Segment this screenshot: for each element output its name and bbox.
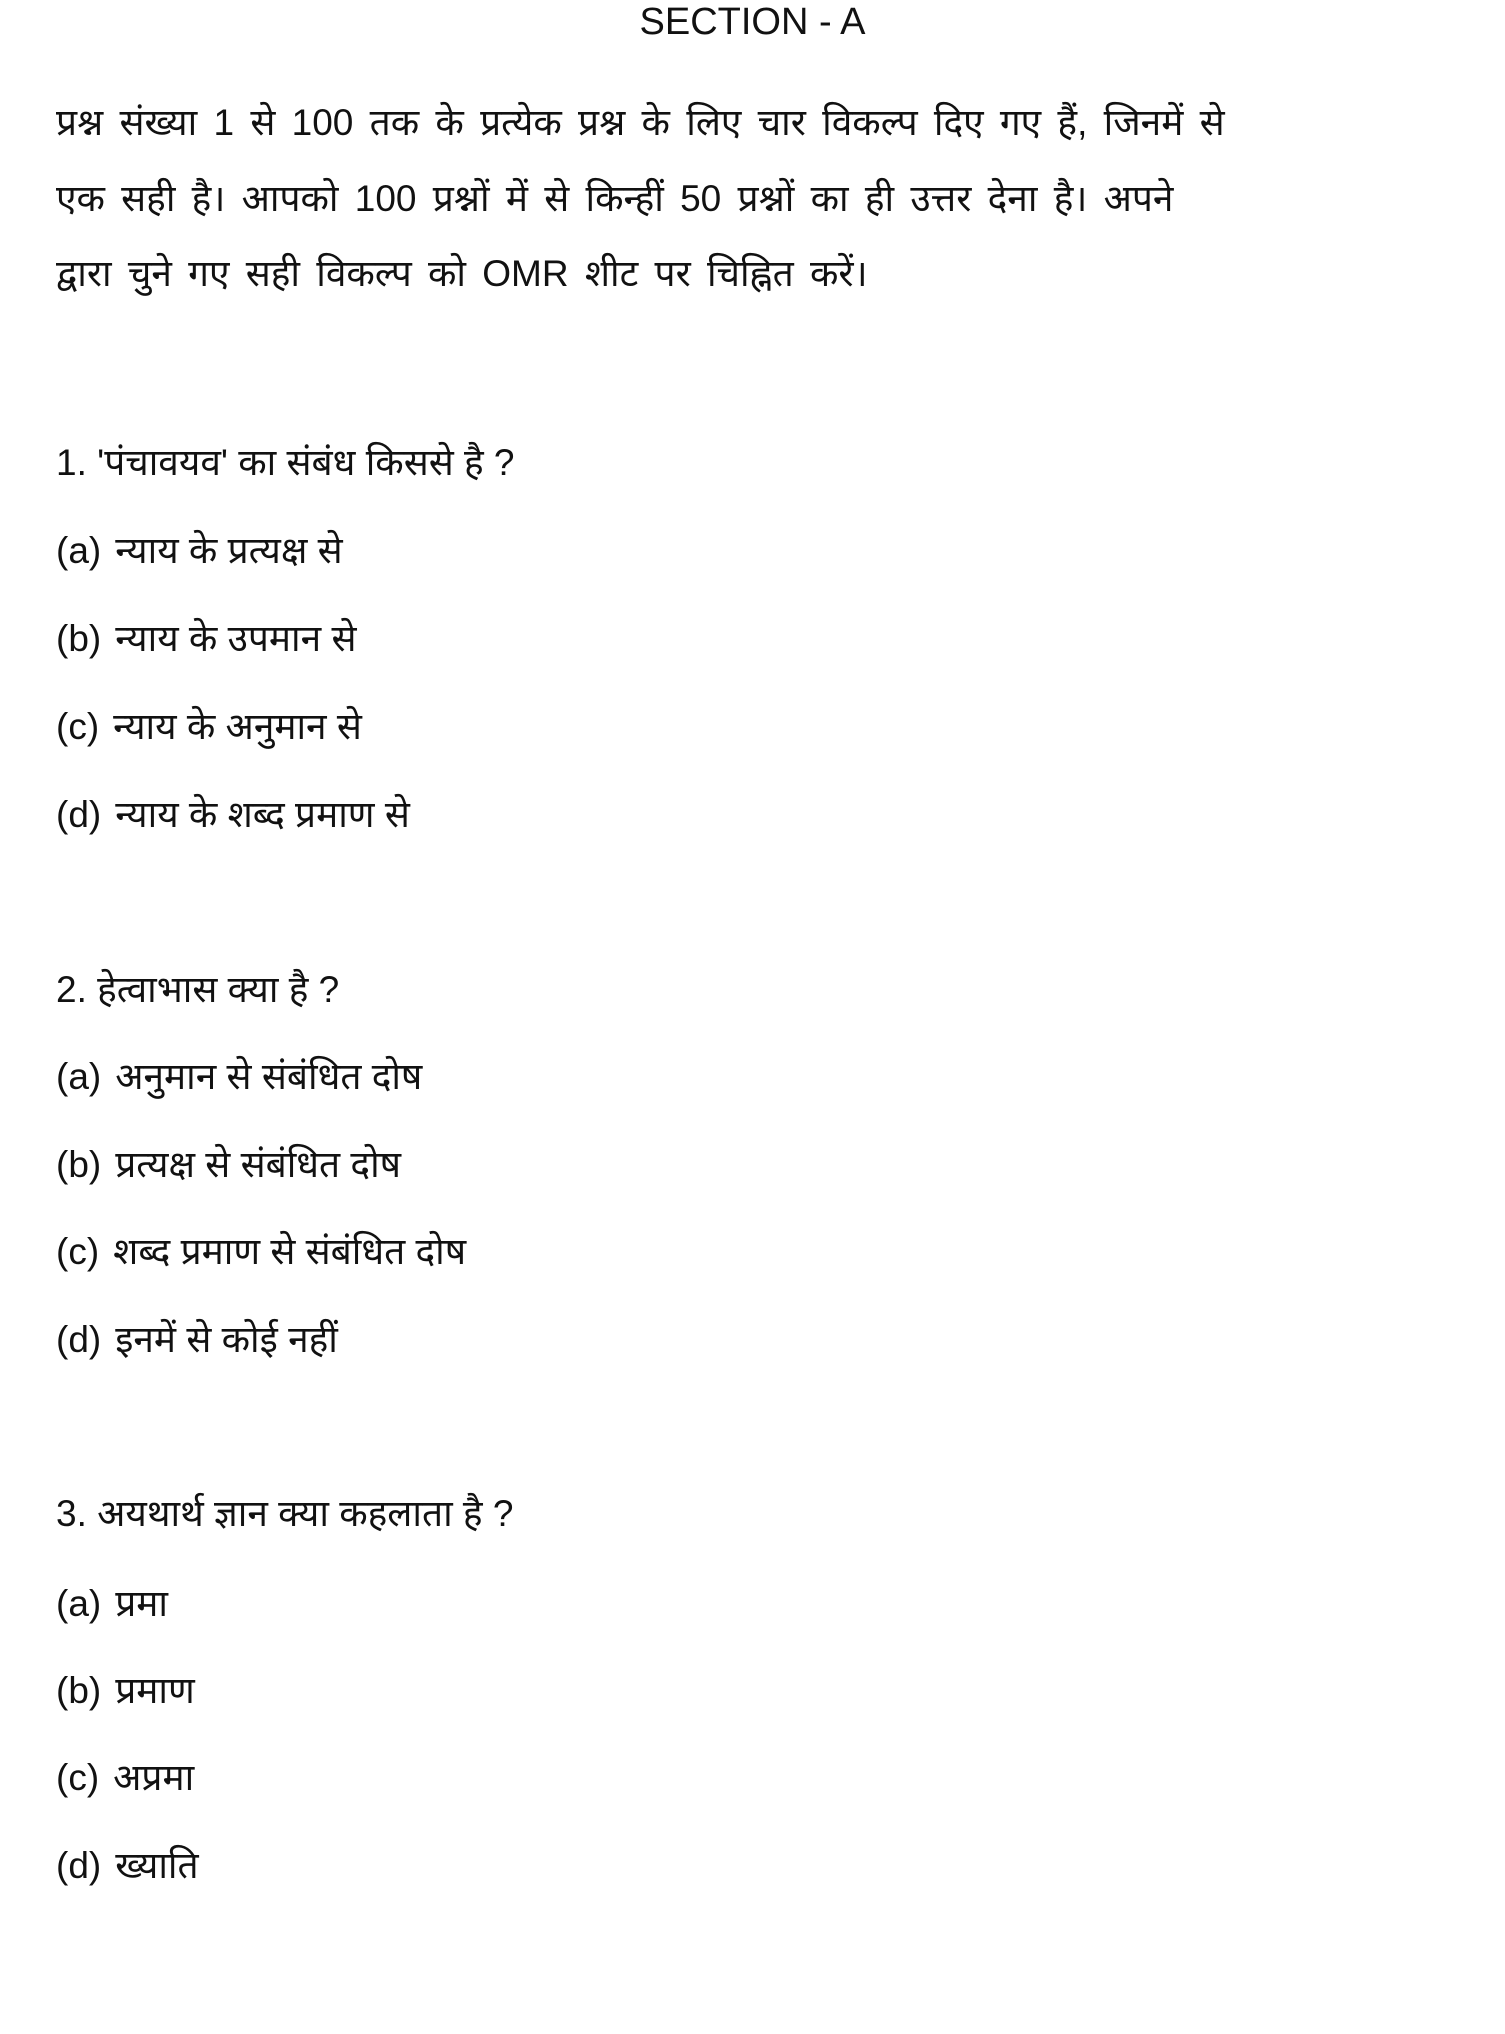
instruction-line: द्वारा चुने गए सही विकल्प को OMR शीट पर चिह्नित करें। — [56, 253, 868, 294]
option-text: ख्याति — [115, 1845, 199, 1886]
instruction-line: प्रश्न संख्या 1 से 100 तक के प्रत्येक प्रश्न के लिए चार विकल्प दिए गए हैं, जिनमें से — [56, 102, 1225, 143]
option-text: अप्रमा — [113, 1757, 195, 1798]
question-text: 1. 'पंचावयव' का संबंध किससे है ? — [56, 442, 515, 483]
option-d[interactable] — [56, 1844, 199, 1888]
option-label: (d) — [56, 1845, 102, 1886]
option-label: (a) — [56, 1056, 102, 1097]
option-d[interactable] — [56, 793, 410, 837]
question-text: 3. अयथार्थ ज्ञान क्या कहलाता है ? — [56, 1493, 514, 1534]
option-label: (c) — [56, 1757, 100, 1798]
option-label: (d) — [56, 794, 102, 835]
option-label: (c) — [56, 706, 100, 747]
option-a[interactable] — [56, 1055, 422, 1099]
option-b[interactable] — [56, 1143, 401, 1187]
option-text: न्याय के उपमान से — [115, 618, 357, 659]
option-text: प्रमा — [115, 1583, 168, 1624]
option-c[interactable] — [56, 1230, 466, 1274]
option-c[interactable] — [56, 705, 362, 749]
option-text: न्याय के शब्द प्रमाण से — [115, 794, 410, 835]
option-b[interactable] — [56, 1669, 195, 1713]
option-text: शब्द प्रमाण से संबंधित दोष — [113, 1231, 467, 1272]
option-d[interactable] — [56, 1318, 338, 1362]
option-label: (b) — [56, 1144, 102, 1185]
section-title: SECTION - A — [639, 1, 866, 43]
instruction-line: एक सही है। आपको 100 प्रश्नों में से किन्हीं 50 प्रश्नों का ही उत्तर देना है। अपने — [56, 178, 1174, 219]
option-label: (a) — [56, 530, 102, 571]
option-label: (b) — [56, 618, 102, 659]
option-b[interactable] — [56, 617, 356, 661]
question-text: 2. हेत्वाभास क्या है ? — [56, 969, 340, 1010]
option-text: न्याय के प्रत्यक्ष से — [115, 530, 343, 571]
option-text: प्रत्यक्ष से संबंधित दोष — [115, 1144, 402, 1185]
option-text: इनमें से कोई नहीं — [115, 1319, 338, 1360]
option-a[interactable] — [56, 529, 343, 573]
option-label: (d) — [56, 1319, 102, 1360]
option-text: न्याय के अनुमान से — [113, 706, 362, 747]
option-label: (c) — [56, 1231, 100, 1272]
option-text: प्रमाण — [115, 1670, 195, 1711]
option-text: अनुमान से संबंधित दोष — [115, 1056, 423, 1097]
option-c[interactable] — [56, 1756, 194, 1800]
option-a[interactable] — [56, 1582, 168, 1626]
option-label: (a) — [56, 1583, 102, 1624]
option-label: (b) — [56, 1670, 102, 1711]
